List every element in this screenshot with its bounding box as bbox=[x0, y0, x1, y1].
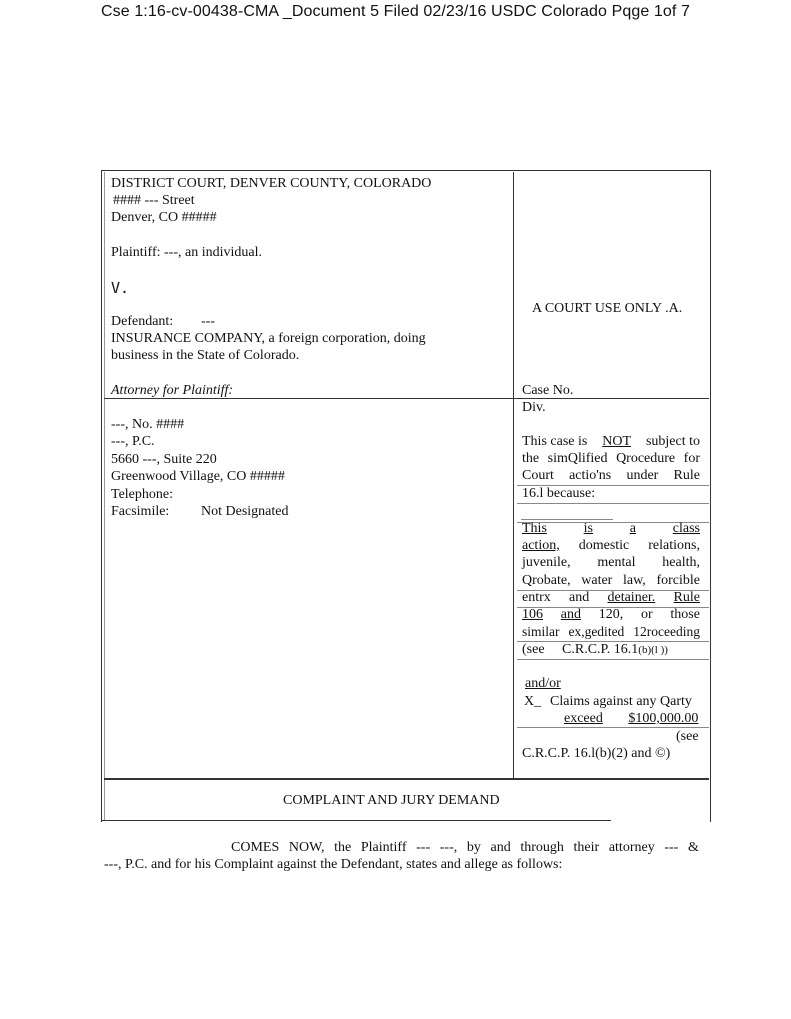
word: or bbox=[640, 607, 653, 622]
word: mental bbox=[597, 555, 636, 570]
simplified-not: NOT bbox=[602, 434, 632, 449]
caption-box-bottom-stub bbox=[565, 820, 591, 821]
word: actio'ns bbox=[569, 468, 612, 483]
exceed-line bbox=[564, 711, 698, 727]
word: law, bbox=[623, 573, 646, 588]
caption-box-top bbox=[101, 170, 711, 171]
bullet-line-7 bbox=[522, 624, 700, 640]
word: Qrobate, bbox=[522, 573, 571, 588]
attorney-name: ---, No. #### bbox=[111, 417, 185, 432]
bullet-line-6 bbox=[522, 607, 700, 623]
court-city: Denver, CO ##### bbox=[111, 210, 217, 225]
word: relations, bbox=[648, 538, 700, 553]
word: water bbox=[581, 573, 613, 588]
word: --- bbox=[416, 840, 431, 855]
bullet-line-3 bbox=[522, 555, 700, 571]
body-line-2: ---, P.C. and for his Complaint against the Defendant, states and allege as follows: bbox=[104, 857, 563, 872]
word: NOW, bbox=[288, 840, 325, 855]
facsimile-label: Facsimile: bbox=[111, 504, 170, 519]
simplified-line-2 bbox=[522, 451, 700, 467]
word: action, bbox=[522, 538, 560, 553]
defendant-name: --- bbox=[201, 314, 215, 329]
caption-column-divider bbox=[513, 172, 514, 778]
simplified-line-1 bbox=[522, 434, 700, 450]
bullet-line-1 bbox=[522, 521, 700, 537]
rule-citation: C.R.C.P. 16.1 bbox=[562, 642, 639, 657]
court-name: DISTRICT COURT, DENVER COUNTY, COLORADO bbox=[111, 176, 432, 191]
plaintiff-line: Plaintiff: ---, an individual. bbox=[111, 245, 262, 260]
document-title: COMPLAINT AND JURY DEMAND bbox=[283, 793, 500, 808]
checkbox-x-mark: X_ bbox=[524, 694, 542, 709]
facsimile-value: Not Designated bbox=[201, 504, 289, 519]
simplified-this-case: This case is bbox=[522, 434, 588, 449]
rule-line bbox=[517, 485, 709, 486]
word: ---, bbox=[439, 840, 458, 855]
crcp-citation: C.R.C.P. 16.l(b)(2) and ©) bbox=[522, 746, 671, 761]
versus: V. bbox=[111, 279, 130, 297]
word: the bbox=[334, 840, 352, 855]
word: Rule bbox=[673, 590, 700, 605]
word: Qrocedure bbox=[616, 451, 676, 466]
rule-line bbox=[517, 659, 709, 660]
word: This bbox=[522, 521, 547, 536]
word: by bbox=[466, 840, 481, 855]
bullet-line-8 bbox=[522, 642, 668, 658]
attorney-address: 5660 ---, Suite 220 bbox=[111, 452, 217, 467]
word: through bbox=[520, 840, 564, 855]
rule-line bbox=[521, 519, 613, 520]
word: and bbox=[560, 607, 581, 622]
claims-against-party: Claims against any Qarty bbox=[550, 694, 692, 709]
caption-box-right bbox=[710, 170, 711, 822]
see-open-2: (see bbox=[676, 729, 699, 744]
case-number-label: Case No. bbox=[522, 383, 574, 398]
word: juvenile, bbox=[522, 555, 571, 570]
word: is bbox=[583, 521, 593, 536]
court-use-only: A COURT USE ONLY .A. bbox=[532, 301, 683, 316]
attorney-city: Greenwood Village, CO ##### bbox=[111, 469, 285, 484]
bullet-line-5 bbox=[522, 590, 700, 606]
word: 106 bbox=[522, 607, 543, 622]
word: forcible bbox=[656, 573, 700, 588]
word: those bbox=[670, 607, 700, 622]
exceed-word: exceed bbox=[564, 711, 603, 726]
word: their bbox=[573, 840, 600, 855]
and-or: and/or bbox=[525, 676, 561, 691]
word: domestic bbox=[578, 538, 630, 553]
word: Rule bbox=[673, 468, 700, 483]
word: Plaintiff bbox=[360, 840, 407, 855]
simplified-line-4: 16.l because: bbox=[522, 486, 596, 501]
rule-line bbox=[517, 503, 709, 504]
word: simQlified bbox=[547, 451, 608, 466]
word: 120, bbox=[598, 607, 624, 622]
see-open: (see bbox=[522, 642, 545, 657]
attorney-for-plaintiff-label: Attorney for Plaintiff: bbox=[111, 383, 234, 398]
word: similar bbox=[522, 624, 560, 639]
exceed-amount: $100,000.00 bbox=[628, 711, 699, 726]
attorney-firm: ---, P.C. bbox=[111, 434, 155, 449]
word: a bbox=[629, 521, 636, 536]
court-street: #### --- Street bbox=[113, 193, 195, 208]
word: & bbox=[687, 840, 699, 855]
defendant-description-1: INSURANCE COMPANY, a foreign corporation, doing bbox=[111, 331, 426, 346]
rule-citation-sub: (b)(l )) bbox=[638, 644, 668, 656]
word: for bbox=[683, 451, 700, 466]
word: attorney bbox=[608, 840, 655, 855]
word: entrx bbox=[522, 590, 551, 605]
caption-bottom-divider bbox=[104, 778, 709, 780]
division-label: Div. bbox=[522, 400, 546, 415]
simplified-line-3 bbox=[522, 468, 700, 484]
simplified-subject-to: subject to bbox=[645, 434, 700, 449]
word: class bbox=[672, 521, 700, 536]
word: under bbox=[626, 468, 659, 483]
telephone-label: Telephone: bbox=[111, 487, 173, 502]
word: COMES bbox=[231, 840, 280, 855]
defendant-description-2: business in the State of Colorado. bbox=[111, 348, 300, 363]
caption-box-left-inner bbox=[104, 172, 105, 820]
caption-box-bottom bbox=[101, 820, 611, 821]
word: and bbox=[490, 840, 511, 855]
bullet-line-2 bbox=[522, 538, 700, 554]
word: 12roceeding bbox=[633, 624, 700, 639]
word: detainer. bbox=[607, 590, 656, 605]
body-line-1 bbox=[231, 840, 699, 856]
word: health, bbox=[662, 555, 700, 570]
caption-box-left bbox=[101, 170, 102, 822]
word: Court bbox=[522, 468, 554, 483]
word: --- bbox=[664, 840, 679, 855]
word: ex,gedited bbox=[568, 624, 625, 639]
defendant-label: Defendant: bbox=[111, 314, 174, 329]
word: the bbox=[522, 451, 540, 466]
document-header: Cse 1:16-cv-00438-CMA _Document 5 Filed 02/23/16 USDC Colorado Pqge 1of 7 bbox=[101, 3, 690, 20]
bullet-line-4 bbox=[522, 573, 700, 589]
rule-line bbox=[517, 727, 709, 728]
word: and bbox=[569, 590, 590, 605]
